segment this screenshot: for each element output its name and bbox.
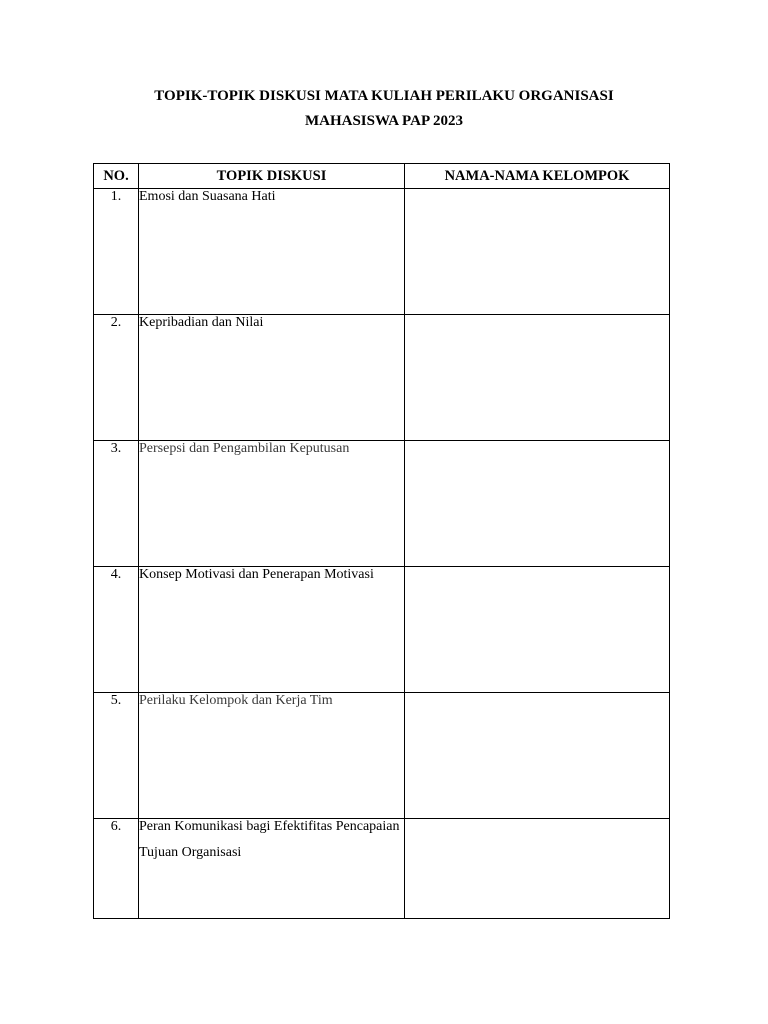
row-groups-cell: [405, 819, 670, 919]
table-row: [94, 189, 670, 315]
row-number: 1.: [94, 189, 139, 315]
row-groups-cell: [405, 189, 670, 315]
row-topic: [139, 189, 405, 315]
row-topic-text: Perilaku Kelompok dan Kerja Tim: [139, 693, 333, 708]
row-topic-text: Persepsi dan Pengambilan Keputusan: [139, 441, 350, 456]
row-number: 4.: [94, 567, 139, 693]
topics-table: [93, 163, 670, 919]
row-topic: [139, 315, 405, 441]
table-row: [94, 567, 670, 693]
row-topic: [139, 819, 405, 919]
row-topic-text: Kepribadian dan Nilai: [139, 315, 264, 330]
row-topic: [139, 693, 405, 819]
table-row: [94, 441, 670, 567]
row-topic-text: Konsep Motivasi dan Penerapan Motivasi: [139, 567, 374, 582]
header-topic: TOPIK DISKUSI: [139, 164, 405, 189]
row-number: 6.: [94, 819, 139, 919]
table-row: [94, 819, 670, 919]
row-number: 3.: [94, 441, 139, 567]
row-topic: [139, 441, 405, 567]
row-groups-cell: [405, 693, 670, 819]
header-no: NO.: [94, 164, 139, 189]
row-topic: [139, 567, 405, 693]
row-topic-text: Emosi dan Suasana Hati: [139, 189, 276, 204]
table-row: [94, 315, 670, 441]
row-groups-cell: [405, 567, 670, 693]
document-subtitle: MAHASISWA PAP 2023: [304, 113, 464, 129]
header-groups: NAMA-NAMA KELOMPOK: [405, 164, 670, 189]
row-groups-cell: [405, 315, 670, 441]
row-groups-cell: [405, 441, 670, 567]
document-title: TOPIK-TOPIK DISKUSI MATA KULIAH PERILAKU ORGANISASI: [154, 88, 614, 104]
row-topic-text: Peran Komunikasi bagi Efektifitas Pencapaian Tujuan Organisasi: [139, 819, 400, 860]
row-number: 5.: [94, 693, 139, 819]
table-row: [94, 693, 670, 819]
row-number: 2.: [94, 315, 139, 441]
